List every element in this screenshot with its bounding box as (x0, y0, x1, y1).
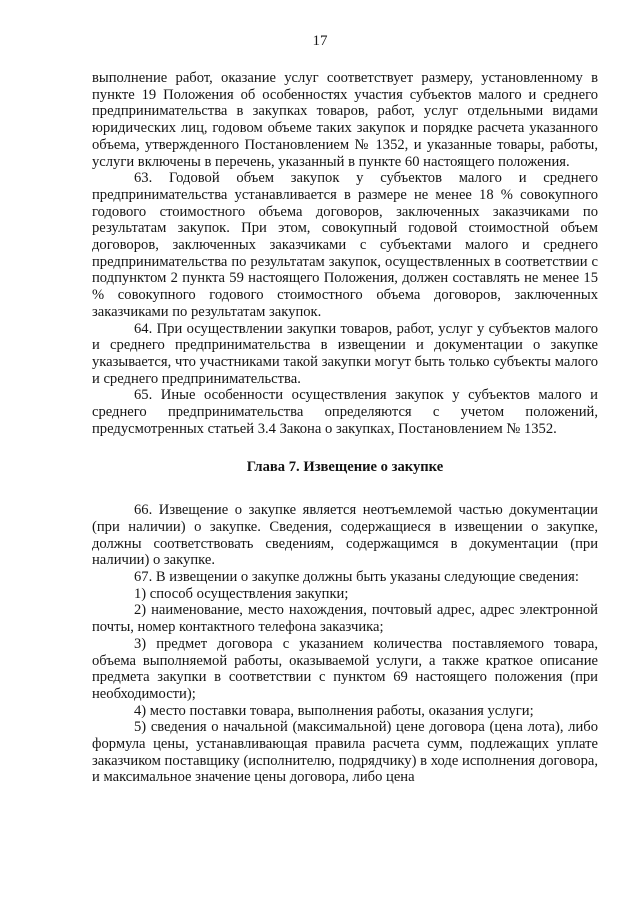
paragraph-continuation: выполнение работ, оказание услуг соответствует размеру, установленному в пункте 19 Положения об особенностях участия субъектов малого и среднего предпринимательства в закупках товаров, работ, услуг отдельными видами юридических лиц, годовом объеме таких закупок и порядке расчета указанного объема, утвержденного Постановлением № 1352, и указанные товары, работы, услуги включены в перечень, указанный в пункте 60 настоящего положения. (92, 70, 598, 170)
page-number: 17 (312, 33, 328, 49)
paragraph-65: 65. Иные особенности осуществления закупок у субъектов малого и среднего предпринимательства определяются с учетом положений, предусмотренных статьей 3.4 Закона о закупках, Постановлением № 1352. (92, 387, 598, 437)
paragraph-66: 66. Извещение о закупке является неотъемлемой частью документации (при наличии) о закупке. Сведения, содержащиеся в извещении о закупке, должны соответствовать сведениям, содержащимся в документации (при наличии) о закупке. (92, 502, 598, 569)
list-item-1: 1) способ осуществления закупки; (134, 585, 349, 602)
list-item-5: 5) сведения о начальной (максимальной) цене договора (цена лота), либо формула цены, устанавливающая правила расчета сумм, подлежащих уплате заказчиком поставщику (исполнителю, подрядчику) в ходе исполнения договора, и максимальное значение цены договора, либо цена (92, 719, 598, 786)
paragraph-67: 67. В извещении о закупке должны быть указаны следующие сведения: (134, 568, 579, 585)
paragraph-64: 64. При осуществлении закупки товаров, работ, услуг у субъектов малого и среднего предпринимательства в извещении и документации о закупке указывается, что участниками такой закупки могут быть только субъекты малого и среднего предпринимательства. (92, 320, 598, 387)
document-body (92, 70, 598, 786)
chapter-heading: Глава 7. Извещение о закупке (246, 459, 444, 476)
list-item-2: 2) наименование, место нахождения, почтовый адрес, адрес электронной почты, номер контактного телефона заказчика; (92, 602, 598, 636)
list-item-3: 3) предмет договора с указанием количества поставляемого товара, объема выполняемой работы, оказываемой услуги, а также краткое описание предмета закупки в соответствии с пунктом 69 настоящего положения (при необходимости); (92, 635, 598, 702)
paragraph-63: 63. Годовой объем закупок у субъектов малого и среднего предпринимательства устанавливается в размере не менее 18 % совокупного годового стоимостного объема договоров, заключенных заказчиками по результатам закупок. При этом, совокупный годовой стоимостной объем договоров, заключенных заказчиками с субъектами малого и среднего предпринимательства по результатам закупок, осуществленных в соответствии с подпунктом 2 пункта 59 настоящего Положения, должен составлять не менее 15 % совокупного годового стоимостного объема договоров, заключенных заказчиками по результатам закупок. (92, 170, 598, 320)
list-item-4: 4) место поставки товара, выполнения работы, оказания услуги; (134, 702, 534, 719)
